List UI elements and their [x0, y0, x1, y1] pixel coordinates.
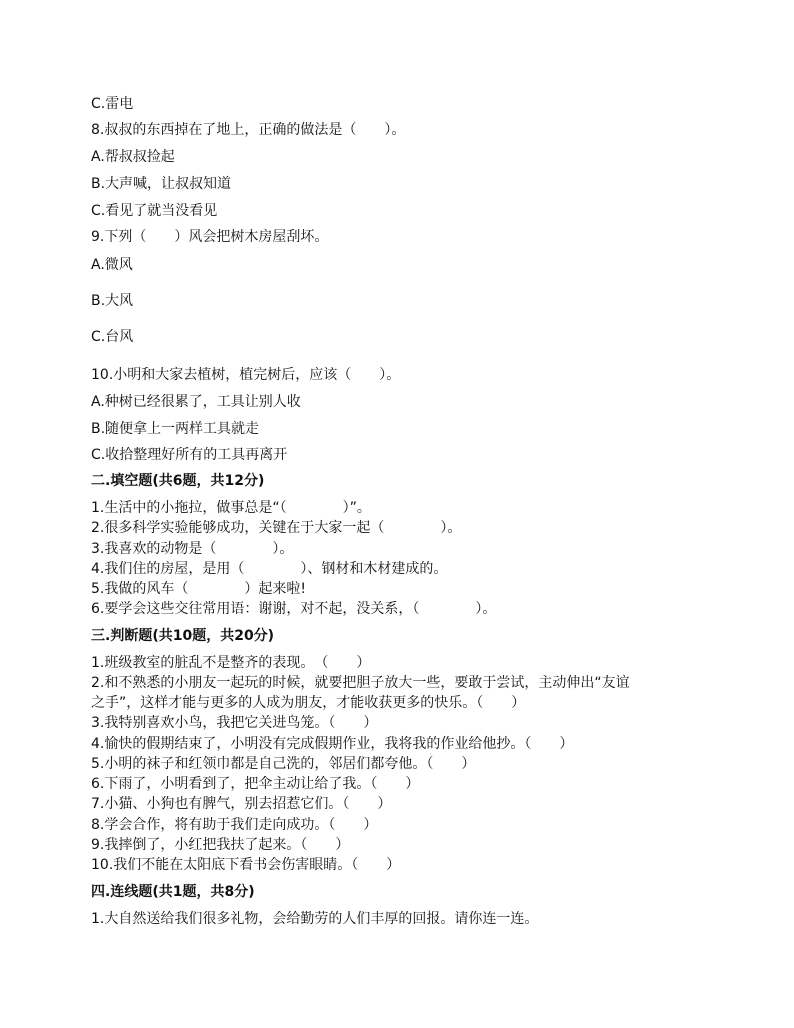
q9-stem: 9.下列（ ）风会把树木房屋刮坏。	[91, 229, 329, 245]
q10-option-a: A.种树已经很累了，工具让别人收	[91, 394, 301, 410]
q10-option-b: B.随便拿上一两样工具就走	[91, 421, 260, 437]
judge-item-continued: 之手”，这样才能与更多的人成为朋友，才能收获更多的快乐。（ ）	[91, 695, 526, 711]
matching-item: 1.大自然送给我们很多礼物，会给勤劳的人们丰厚的回报。请你连一连。	[91, 911, 539, 927]
q8-stem: 8.叔叔的东西掉在了地上，正确的做法是（ ）。	[91, 122, 406, 138]
q7-option-c: C.雷电	[91, 96, 134, 112]
fill-item: 6.要学会这些交往常用语：谢谢，对不起，没关系，（ ）。	[91, 601, 497, 617]
section-3-heading: 三.判断题(共10题，共20分)	[91, 628, 275, 644]
q8-option-c: C.看见了就当没看见	[91, 203, 218, 219]
judge-item: 1.班级教室的脏乱不是整齐的表现。 （ ）	[91, 655, 371, 671]
judge-item: 8.学会合作，将有助于我们走向成功。（ ）	[91, 817, 378, 833]
judge-item: 3.我特别喜欢小鸟，我把它关进鸟笼。（ ）	[91, 715, 378, 731]
q10-option-c: C.收拾整理好所有的工具再离开	[91, 447, 288, 463]
section-4-heading: 四.连线题(共1题，共8分)	[91, 884, 255, 900]
q10-stem: 10.小明和大家去植树，植完树后，应该（ ）。	[91, 367, 401, 383]
fill-item: 5.我做的风车（ ）起来啦!	[91, 581, 306, 597]
q8-option-a: A.帮叔叔捡起	[91, 149, 175, 165]
q9-option-c: C.台风	[91, 329, 134, 345]
section-2-heading: 二.填空题(共6题，共12分)	[91, 473, 265, 489]
judge-item: 10.我们不能在太阳底下看书会伤害眼睛。（ ）	[91, 857, 401, 873]
judge-item: 6.下雨了，小明看到了，把伞主动让给了我。（ ）	[91, 776, 420, 792]
q8-option-b: B.大声喊，让叔叔知道	[91, 176, 232, 192]
judge-item: 7.小猫、小狗也有脾气，别去招惹它们。（ ）	[91, 796, 392, 812]
q9-option-b: B.大风	[91, 293, 134, 309]
judge-item: 4.愉快的假期结束了，小明没有完成假期作业，我将我的作业给他抄。（ ）	[91, 736, 574, 752]
fill-item: 4.我们住的房屋，是用（ ）、钢材和木材建成的。	[91, 561, 448, 577]
fill-item: 2.很多科学实验能够成功，关键在于大家一起（ ）。	[91, 520, 462, 536]
fill-item: 1.生活中的小拖拉，做事总是“（ ）”。	[91, 500, 371, 516]
judge-item: 9.我摔倒了，小红把我扶了起来。（ ）	[91, 837, 350, 853]
fill-item: 3.我喜欢的动物是（ ）。	[91, 541, 294, 557]
q9-option-a: A.微风	[91, 257, 133, 273]
judge-item: 2.和不熟悉的小朋友一起玩的时候，就要把胆子放大一些，要敢于尝试，主动伸出“友谊	[91, 675, 630, 691]
judge-item: 5.小明的袜子和红领巾都是自己洗的，邻居们都夸他。（ ）	[91, 756, 476, 772]
